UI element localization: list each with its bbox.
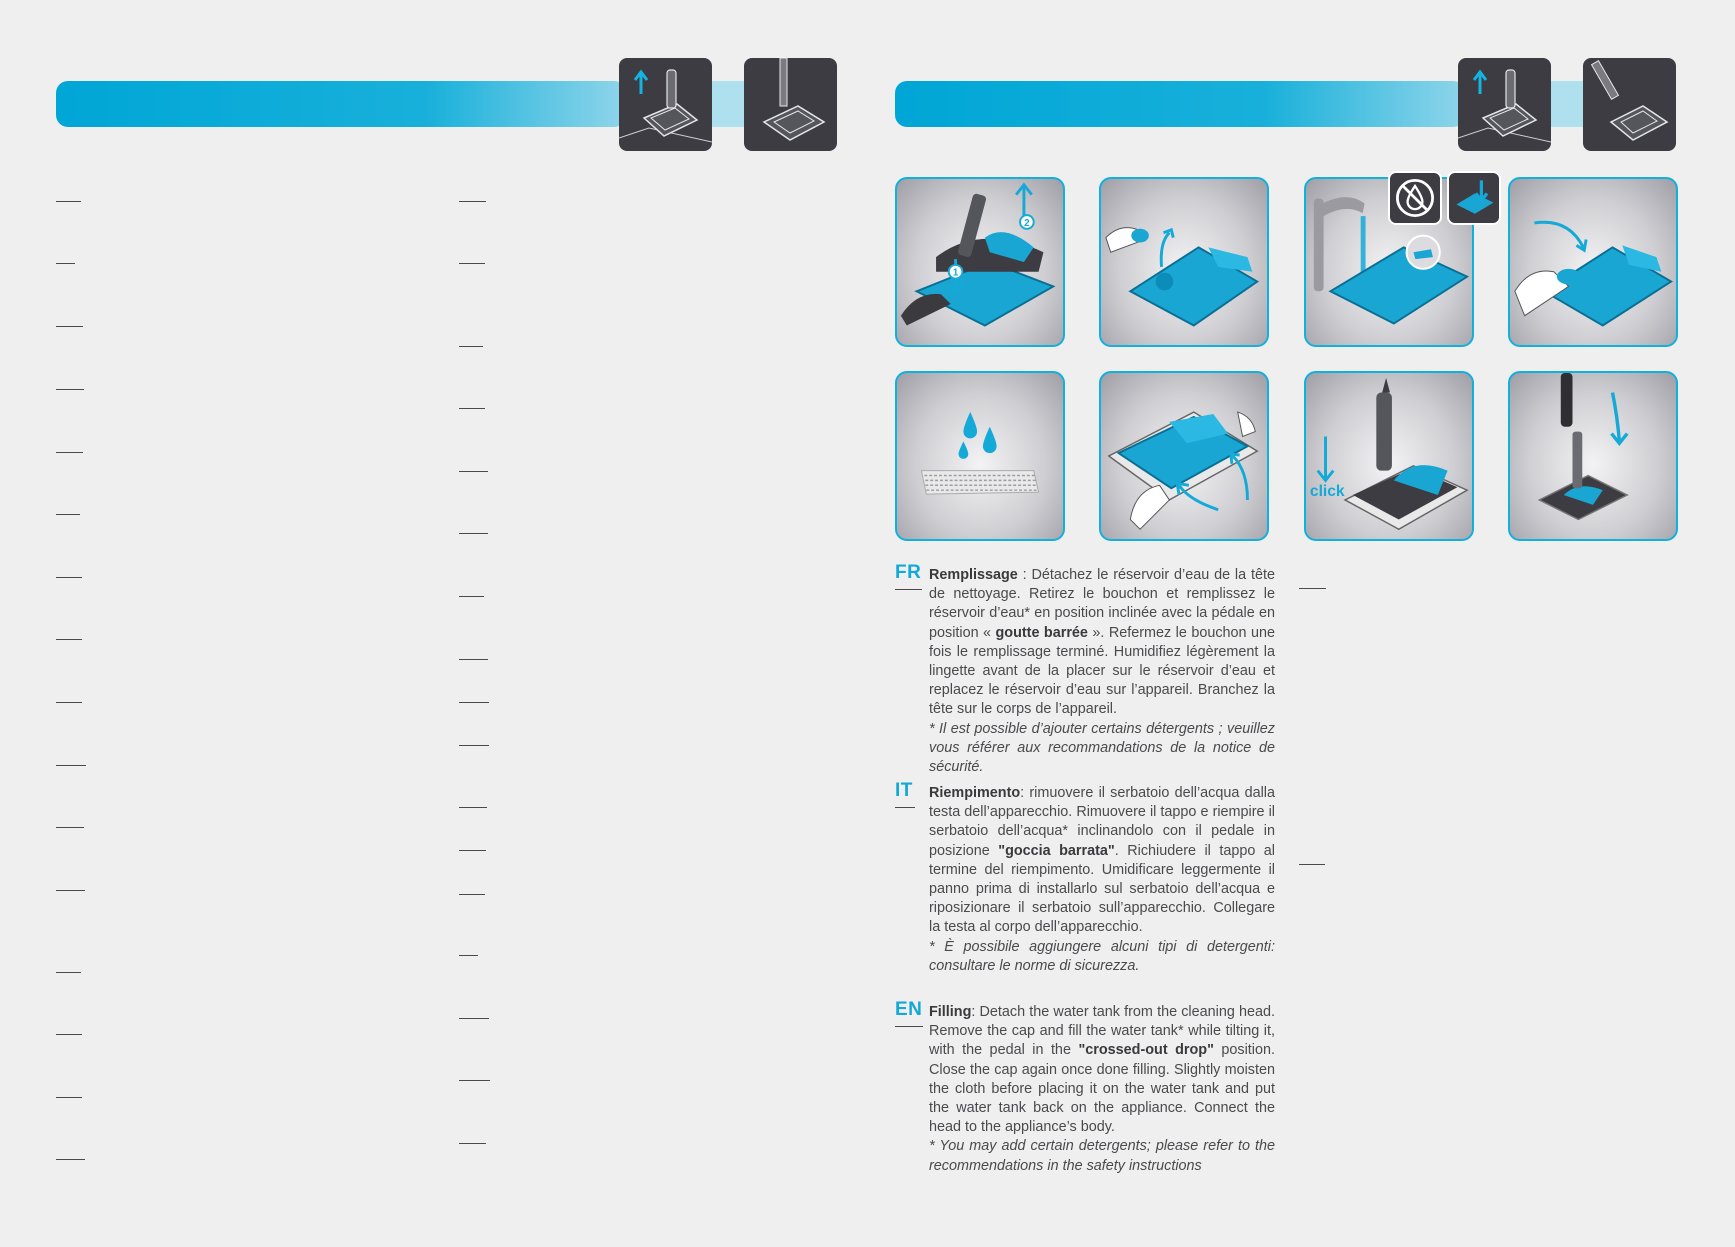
step-moisten-cloth-illustration: [895, 371, 1065, 541]
blank-rule: [459, 702, 489, 703]
blank-rule: [56, 765, 86, 766]
step-attach-handle-illustration: [1508, 371, 1678, 541]
crossed-out-drop-icon: [1388, 171, 1442, 225]
blank-rule: [1299, 588, 1326, 589]
instruction-body: position. Close the cap again once done filling. Slightly moisten the cloth before placing it on the water tank and put the water tank back on the appliance. Connect the head to the appliance’s body.: [929, 1042, 1275, 1136]
step-replace-cap-illustration: [1508, 177, 1678, 347]
instruction-paragraph-en: [929, 1003, 1275, 1176]
language-code-en: EN: [895, 999, 923, 1020]
blank-rule: [459, 533, 488, 534]
blank-rule: [459, 408, 485, 409]
instruction-body: Détachez le réservoir d’eau de la tête de nettoyage. Retirez le bouchon et remplissez le réservoir d’eau* en position inclinée avec la pédale en position «: [929, 567, 1275, 641]
blank-rule: [56, 389, 84, 390]
instruction-note: * You may add certain detergents; please refer to the recommendations in the safety instructions: [929, 1138, 1275, 1174]
blank-rule: [459, 894, 485, 895]
blank-rule: [459, 346, 483, 347]
language-code-fr: FR: [895, 562, 922, 583]
instruction-paragraph-fr: [929, 566, 1275, 777]
blank-rule: [56, 1034, 82, 1035]
instruction-note: * Il est possible d’ajouter certains détergents ; veuillez vous référer aux recommandations de la notice de sécurité.: [929, 720, 1275, 776]
blank-rule: [56, 514, 80, 515]
mop-handle-icon: [744, 58, 837, 151]
language-code-underline: [895, 589, 922, 590]
instruction-separator: :: [1020, 785, 1030, 801]
language-code-underline: [895, 807, 915, 808]
header-banner-right: [895, 81, 1465, 127]
instruction-title: Remplissage: [929, 567, 1018, 583]
instruction-separator: :: [1017, 567, 1032, 583]
blank-rule: [459, 745, 489, 746]
blank-rule: [459, 596, 484, 597]
header-banner-left-connector: [710, 81, 745, 127]
step-number-2: 2: [1024, 217, 1030, 229]
language-code-underline: [895, 1026, 923, 1027]
blank-rule: [56, 326, 83, 327]
blank-rule: [459, 471, 488, 472]
step-number-1: 1: [952, 267, 959, 279]
instruction-title: Filling: [929, 1004, 972, 1020]
header-banner-right-connector: [1549, 81, 1584, 127]
blank-rule: [56, 972, 81, 973]
step-detach-tank-illustration: [895, 177, 1065, 347]
blank-rule: [459, 1018, 489, 1019]
blank-rule: [459, 201, 486, 202]
language-code-it: IT: [895, 780, 913, 801]
instruction-paragraph-it: [929, 784, 1275, 976]
blank-rule: [56, 890, 85, 891]
instruction-body: . Richiudere il tappo al termine del riempimento. Umidificare leggermente il panno prima di installarlo sul serbatoio dell’acqua e riposizionare il serbatoio sull’apparecchio. Collegare la testa al corpo dell’apparecchio.: [929, 842, 1275, 936]
instruction-body: Detach the water tank from the cleaning head. Remove the cap and fill the water tank* while tilting it, with the pedal in the: [929, 1004, 1275, 1059]
blank-rule: [459, 263, 485, 264]
instruction-note: * È possibile aggiungere alcuni tipi di detergenti: consultare le norme di sicurezza.: [929, 938, 1275, 974]
instruction-emphasis: "crossed-out drop": [1078, 1042, 1214, 1059]
blank-rule: [1299, 864, 1325, 865]
blank-rule: [56, 263, 75, 264]
header-banner-left: [56, 81, 626, 127]
blank-rule: [459, 955, 478, 956]
blank-rule: [459, 1080, 490, 1081]
step-remove-cap-illustration: [1099, 177, 1269, 347]
step-attach-cloth-illustration: [1099, 371, 1269, 541]
blank-rule: [56, 201, 81, 202]
instruction-title: Riempimento: [929, 785, 1021, 801]
step-click-head-illustration: [1304, 371, 1474, 541]
blank-rule: [459, 659, 488, 660]
blank-rule: [459, 807, 487, 808]
instruction-body: rimuovere il serbatoio dell’acqua dalla testa dell’apparecchio. Rimuovere il tappo e riempire il serbatoio dell’acqua* inclinandolo con il pedale in posizione: [929, 785, 1276, 859]
blank-rule: [56, 827, 84, 828]
blank-rule: [56, 1159, 85, 1160]
instruction-separator: :: [971, 1004, 980, 1020]
blank-rule: [56, 702, 82, 703]
mop-upright-arrow-icon: [619, 58, 712, 151]
blank-rule: [56, 639, 82, 640]
click-label: click: [1309, 483, 1345, 501]
blank-rule: [56, 452, 83, 453]
mop-upright-arrow-icon: [1458, 58, 1551, 151]
blank-rule: [56, 1097, 82, 1098]
instruction-emphasis: goutte barrée: [995, 624, 1088, 641]
pedal-press-icon: [1447, 171, 1501, 225]
instruction-body: ». Refermez le bouchon une fois le remplissage terminé. Humidifiez légèrement la lingette avant de la placer sur le réservoir d’eau et replacez le réservoir d’eau sur l’appareil. Branchez la tête sur le corps de l’appareil.: [929, 624, 1275, 718]
blank-rule: [459, 850, 486, 851]
blank-rule: [56, 577, 82, 578]
instruction-emphasis: "goccia barrata": [998, 842, 1115, 859]
mop-handle-icon: [1583, 58, 1676, 151]
blank-rule: [459, 1143, 486, 1144]
